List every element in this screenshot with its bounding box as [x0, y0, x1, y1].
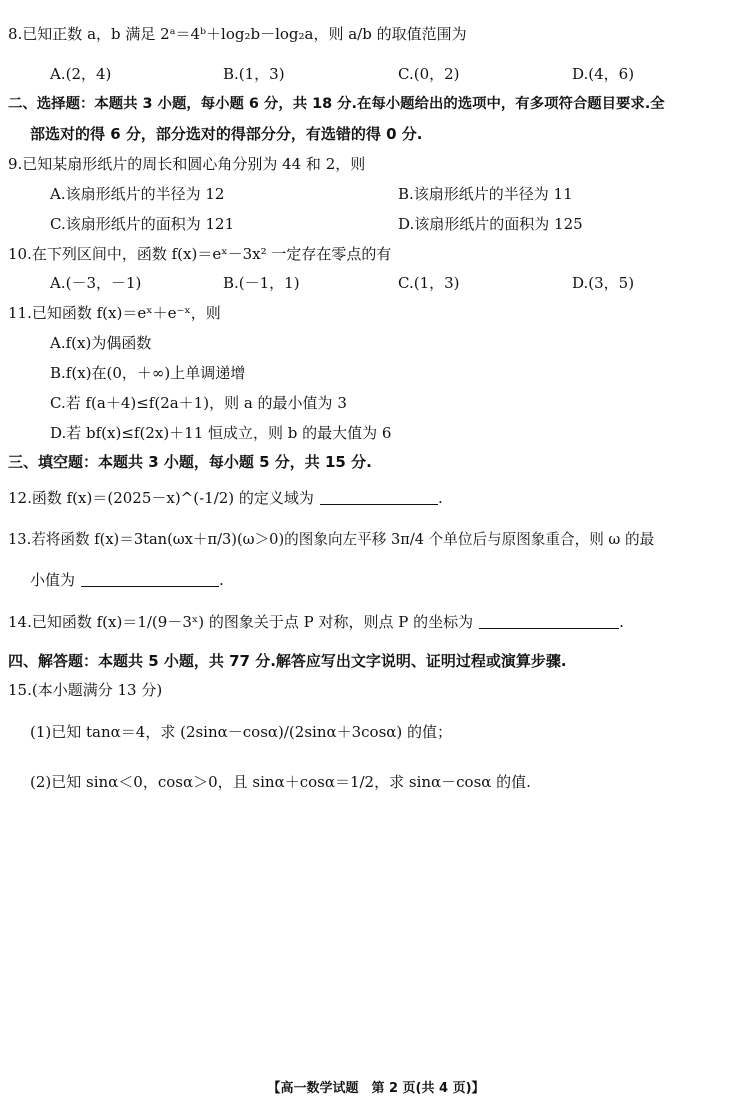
q9-option-b: B.该扇形纸片的半径为 11: [398, 185, 573, 203]
q11-option-d: D.若 bf(x)≤f(2x)＋11 恒成立，则 b 的最大值为 6: [50, 424, 392, 442]
q8-option-d: D.(4，6): [572, 65, 635, 83]
q10-stem: 10.在下列区间中，函数 f(x)＝eˣ－3x² 一定存在零点的有: [8, 245, 392, 263]
section2-heading-line2: 部选对的得 6 分，部分选对的得部分分，有选错的得 0 分.: [30, 125, 423, 143]
q11-option-b: B.f(x)在(0，＋∞)上单调递增: [50, 364, 246, 382]
q10-option-a: A.(－3，－1): [50, 274, 142, 292]
q10-option-d: D.(3，5): [572, 274, 635, 292]
q13-end: .: [219, 571, 224, 589]
q8-option-c: C.(0，2): [398, 65, 460, 83]
q12-line: [8, 488, 443, 508]
section3-heading: 三、填空题：本题共 3 小题，每小题 5 分，共 15 分.: [8, 453, 372, 471]
q13-stem-end: 小值为: [30, 571, 76, 589]
q12-end: .: [437, 489, 443, 507]
q9-option-d: D.该扇形纸片的面积为 125: [398, 215, 583, 233]
q14-stem: 14.已知函数 f(x)＝1/(9－3ˣ) 的图象关于点 P 对称，则点 P 的坐标为: [8, 613, 474, 631]
q13-answer-blank[interactable]: [81, 571, 219, 587]
section2-heading-line1: 二、选择题：本题共 3 小题，每小题 6 分，共 18 分.在每小题给出的选项中，有多项符合题目要求.全: [8, 96, 665, 112]
q15-part1: (1)已知 tanα＝4，求 (2sinα－cosα)/(2sinα＋3cosα) 的值；: [30, 723, 453, 741]
q8-option-b: B.(1，3): [223, 65, 285, 83]
q15-title: 15.(本小题满分 13 分): [8, 681, 163, 699]
q12-stem: 12.函数 f(x)＝(2025－x)^(-1/2) 的定义域为: [8, 489, 314, 507]
q8-stem: 8.已知正数 a，b 满足 2ᵃ＝4ᵇ＋log₂b－log₂a，则 a/b 的取值范围为: [8, 25, 467, 43]
q10-option-b: B.(－1，1): [223, 274, 300, 292]
q11-option-a: A.f(x)为偶函数: [50, 334, 152, 352]
q13-line1: 13.若将函数 f(x)＝3tan(ωx＋π/3)(ω＞0)的图象向左平移 3π/4 个单位后与原图象重合，则 ω 的最: [8, 531, 655, 548]
q9-stem: 9.已知某扇形纸片的周长和圆心角分别为 44 和 2，则: [8, 155, 366, 173]
section4-heading: 四、解答题：本题共 5 小题，共 77 分.解答应写出文字说明、证明过程或演算步骤.: [8, 652, 567, 670]
q11-stem: 11.已知函数 f(x)＝eˣ＋e⁻ˣ，则: [8, 304, 221, 322]
q9-option-c: C.该扇形纸片的面积为 121: [50, 215, 235, 233]
q15-part2: (2)已知 sinα＜0，cosα＞0，且 sinα＋cosα＝1/2，求 sinα－cosα 的值.: [30, 773, 531, 791]
q9-option-a: A.该扇形纸片的半径为 12: [50, 185, 225, 203]
q13-line2: [30, 570, 224, 590]
q8-option-a: A.(2，4): [50, 65, 112, 83]
q14-line: [8, 612, 624, 632]
q14-end: .: [619, 613, 624, 631]
q14-answer-blank[interactable]: [479, 613, 619, 629]
page-footer: 【高一数学试题 第 2 页(共 4 页)】: [267, 1081, 485, 1096]
q11-option-c: C.若 f(a＋4)≤f(2a＋1)，则 a 的最小值为 3: [50, 394, 347, 412]
q10-option-c: C.(1，3): [398, 274, 460, 292]
q12-answer-blank[interactable]: [320, 489, 438, 505]
